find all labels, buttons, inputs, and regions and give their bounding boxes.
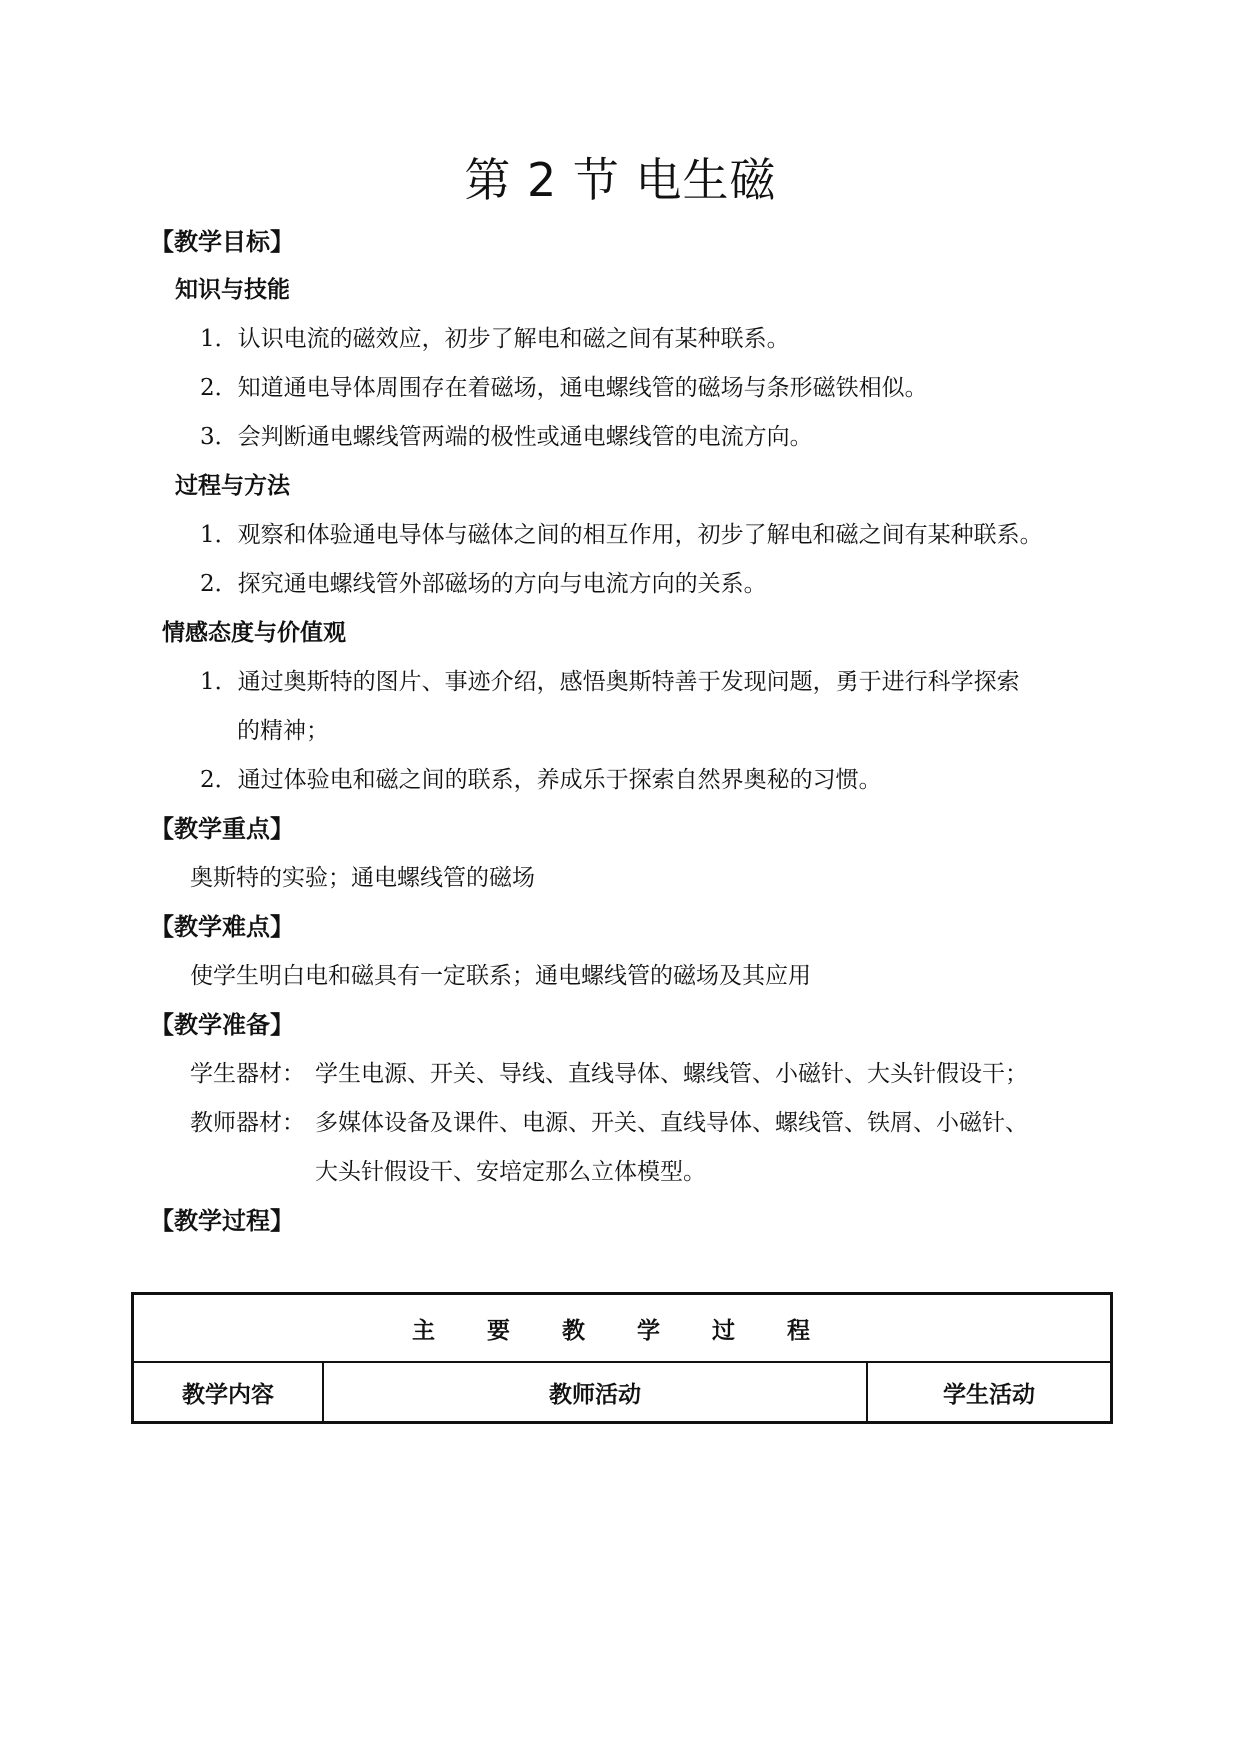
student-equipment-text: 学生电源、开关、导线、直线导体、螺线管、小磁针、大头针假设干； <box>315 1061 1028 1087</box>
column-teaching-content: 教学内容 <box>133 1362 324 1423</box>
teaching-process-table <box>131 1292 1113 1424</box>
emotion-item-2: 2．通过体验电和磁之间的联系，养成乐于探索自然界奥秘的习惯。 <box>200 767 882 793</box>
difficulties-text: 使学生明白电和磁具有一定联系；通电螺线管的磁场及其应用 <box>190 963 811 989</box>
difficulties-heading: 【教学难点】 <box>150 913 294 941</box>
process-heading: 【教学过程】 <box>150 1207 294 1235</box>
key-points-text: 奥斯特的实验；通电螺线管的磁场 <box>190 865 535 891</box>
teacher-equipment-text: 多媒体设备及课件、电源、开关、直线导体、螺线管、铁屑、小磁针、 <box>315 1110 1028 1136</box>
key-points-heading: 【教学重点】 <box>150 815 294 843</box>
knowledge-heading: 知识与技能 <box>175 277 290 303</box>
table-title-row <box>133 1294 1112 1363</box>
objectives-heading: 【教学目标】 <box>150 228 294 256</box>
column-teacher-activity: 教师活动 <box>323 1362 867 1423</box>
student-equipment-label: 学生器材： <box>190 1061 305 1087</box>
process-method-item-2: 2．探究通电螺线管外部磁场的方向与电流方向的关系。 <box>200 571 767 597</box>
knowledge-item-3: 3．会判断通电螺线管两端的极性或通电螺线管的电流方向。 <box>200 424 813 450</box>
table-title: 主 要 教 学 过 程 <box>133 1294 1112 1363</box>
emotion-item-1: 1．通过奥斯特的图片、事迹介绍，感悟奥斯特善于发现问题，勇于进行科学探索 <box>200 669 1020 695</box>
table-header-row <box>133 1362 1112 1423</box>
column-student-activity: 学生活动 <box>867 1362 1112 1423</box>
knowledge-item-2: 2．知道通电导体周围存在着磁场，通电螺线管的磁场与条形磁铁相似。 <box>200 375 928 401</box>
teacher-equipment-label: 教师器材： <box>190 1110 305 1136</box>
teacher-equipment-text-continued: 大头针假设干、安培定那么立体模型。 <box>315 1159 706 1185</box>
emotion-item-1-continued: 的精神； <box>237 718 329 744</box>
emotion-heading: 情感态度与价值观 <box>162 620 346 646</box>
process-method-item-1: 1．观察和体验通电导体与磁体之间的相互作用，初步了解电和磁之间有某种联系。 <box>200 522 1043 548</box>
process-method-heading: 过程与方法 <box>175 473 290 499</box>
page-title: 第 2 节 电生磁 <box>464 153 777 207</box>
knowledge-item-1: 1．认识电流的磁效应，初步了解电和磁之间有某种联系。 <box>200 326 790 352</box>
preparation-heading: 【教学准备】 <box>150 1011 294 1039</box>
